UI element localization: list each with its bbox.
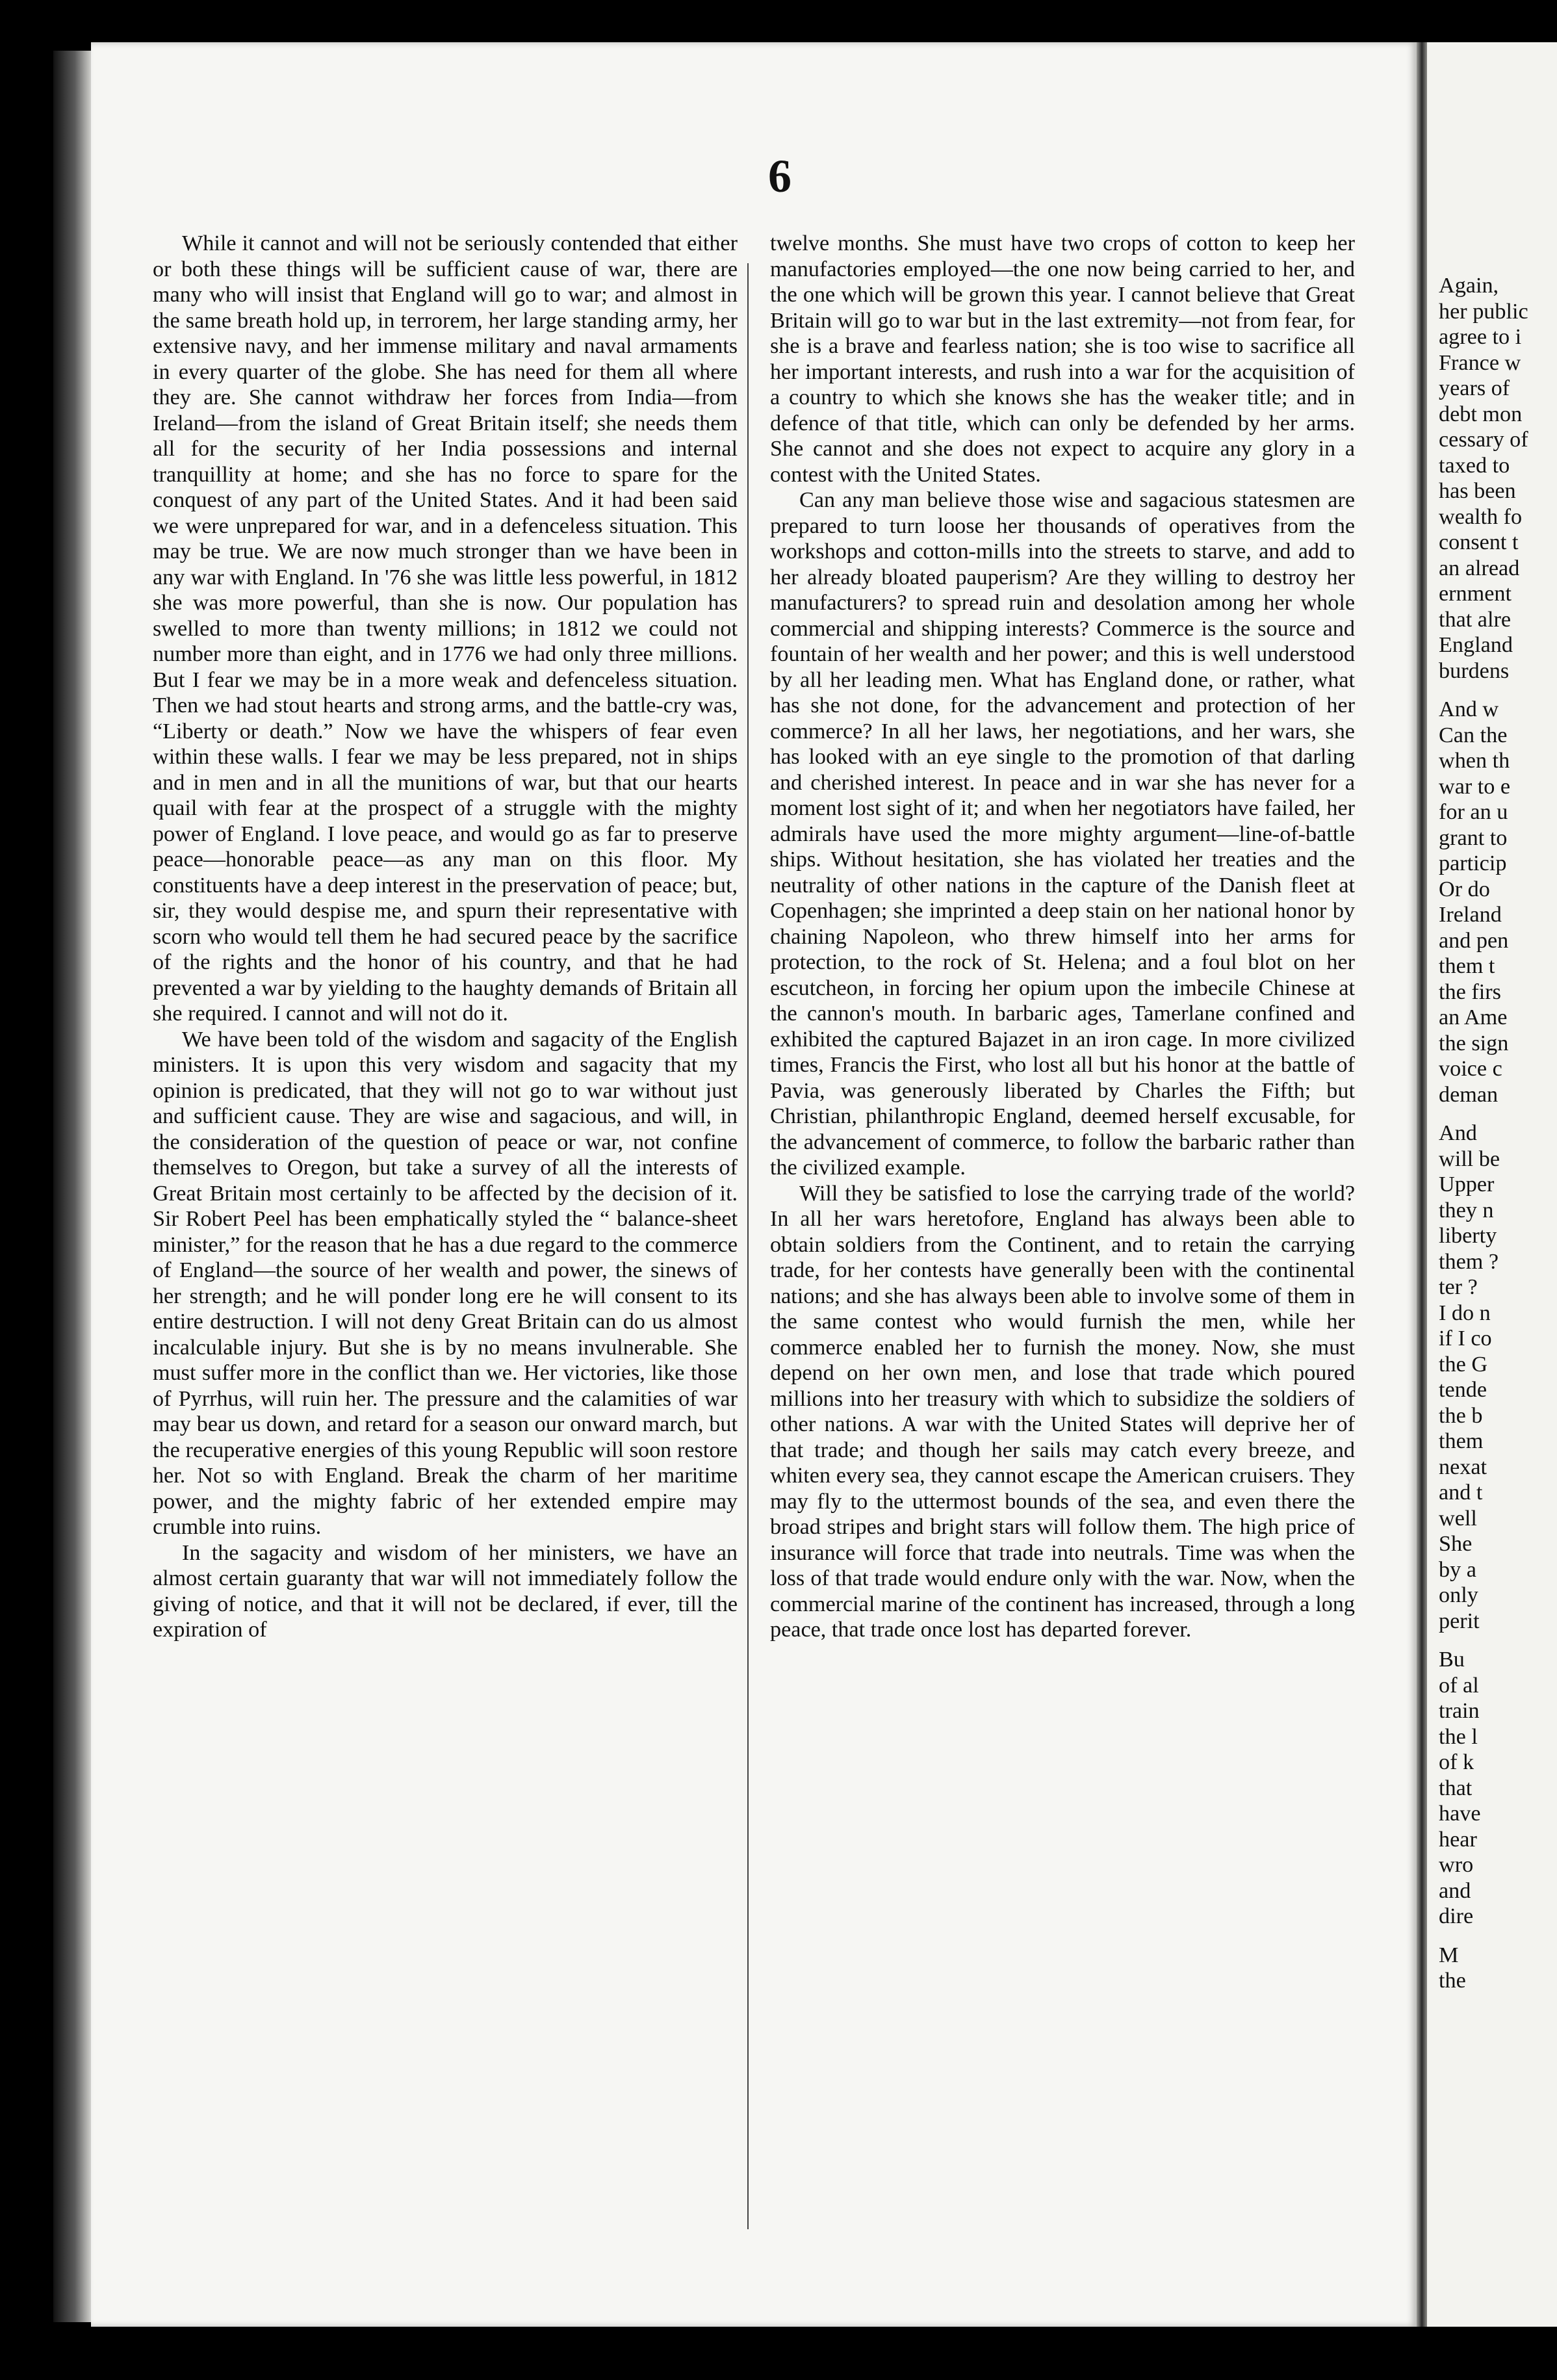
next-page-line-fragment: have: [1439, 1802, 1481, 1826]
next-page-line-fragment: She: [1439, 1532, 1473, 1556]
next-page-line-fragment: ernment: [1439, 582, 1512, 606]
next-page-line-fragment: will be: [1439, 1146, 1500, 1171]
paragraph-gap: [1439, 1930, 1528, 1943]
page-number: 6: [768, 150, 791, 202]
next-page-line-fragment: Ireland: [1439, 903, 1502, 927]
next-page-line-fragment: of k: [1439, 1750, 1474, 1774]
next-page-line-fragment: train: [1439, 1699, 1480, 1723]
next-page-line-fragment: liberty: [1439, 1224, 1497, 1248]
next-page-line-fragment: an alread: [1439, 556, 1520, 580]
paragraph: While it cannot and will not be seriously contended that either or both these things will be sufficient cause of war, there are many who will insist that England will go to war; and almost in the same breath hold up, in terrorem, her large standing army, her extensive navy, and her immense military and naval armaments in every quarter of the globe. She has need for them all where they are. She cannot withdraw her forces from India—from Ireland—from the island of Great Britain itself; she needs them all for the security of her India possessions and internal tranquillity at home; and she has no force to spare for the conquest of any part of the United States. And it had been said we were unprepared for war, and in a defenceless situation. This may be true. We are now much stronger than we have been in any war with England. In '76 she was little less powerful, in 1812 she was more powerful, than she is now. Our population has swelled to more than twenty millions; in 1812 we could not number more than eight, and in 1776 we had only three millions. But I fear we may be in a more weak and defenceless situation. Then we had stout hearts and strong arms, and the battle-cry was, “Liberty or death.” Now we have the whispers of fear even within these walls. I fear we may be less prepared, not in ships and in men and in all the munitions of war, but that our hearts quail with fear at the prospect of a struggle with the mighty power of England. I love peace, and would go as far to preserve peace—honorable peace—as any man on this floor. My constituents have a deep interest in the preservation of peace; but, sir, they would despise me, and spurn their representative with scorn who would tell them he had secured peace by the sacrifice of the rights and the honor of his country, and that he had prevented a war by yielding to the haughty demands of Britain all she required. I cannot and will not do it.: [153, 231, 738, 1026]
next-page-line-fragment: if I co: [1439, 1326, 1492, 1351]
paragraph-gap: [1439, 1634, 1528, 1647]
next-page-line-fragment: her public: [1439, 299, 1528, 324]
next-page-line-fragment: And w: [1439, 697, 1499, 721]
next-page-line-fragment: taxed to: [1439, 453, 1510, 478]
next-page-line-fragment: perit: [1439, 1609, 1480, 1633]
next-page-line-fragment: only: [1439, 1583, 1478, 1607]
next-page-line-fragment: Or do: [1439, 877, 1490, 901]
next-page-line-fragment: the l: [1439, 1724, 1478, 1749]
next-page-line-fragment: dire: [1439, 1904, 1474, 1928]
next-page-line-fragment: cessary of: [1439, 428, 1528, 452]
left-text-column: [153, 231, 738, 1643]
next-page-text-fragments: [1427, 273, 1528, 1994]
next-page-line-fragment: Can the: [1439, 723, 1508, 747]
paragraph: twelve months. She must have two crops of cotton to keep her manufactories employed—the one now being carried to her, and the one which will be grown this year. I cannot believe that Great Britain will go to war but in the last extremity—not from fear, for she is a brave and fearless nation; she is too wise to sacrifice all her important interests, and rush into a war for the acquisition of a country to which she knows she has the weaker title; and in defence of that title, which can only be defended by her arms. She cannot and she does not expect to acquire any glory in a contest with the United States.: [770, 231, 1355, 487]
next-page-line-fragment: England: [1439, 633, 1513, 657]
next-page-line-fragment: wealth fo: [1439, 504, 1523, 529]
next-page-line-fragment: grant to: [1439, 825, 1508, 850]
next-page-line-fragment: France w: [1439, 350, 1521, 375]
next-page-line-fragment: when th: [1439, 749, 1510, 773]
paragraph-gap: [1439, 1107, 1528, 1120]
column-divider-rule: [747, 263, 749, 2229]
next-page-line-fragment: the: [1439, 1969, 1466, 1993]
next-page-line-fragment: Upper: [1439, 1172, 1495, 1196]
next-page-line-fragment: ter ?: [1439, 1275, 1478, 1299]
next-page-line-fragment: burdens: [1439, 658, 1510, 683]
page-gutter-shadow: [1417, 42, 1427, 2327]
next-page-line-fragment: them ?: [1439, 1249, 1499, 1274]
left-page-edge-shadow: [53, 51, 92, 2322]
next-page-line-fragment: the G: [1439, 1352, 1488, 1377]
next-page-line-fragment: them: [1439, 1429, 1484, 1453]
next-page-line-fragment: nexat: [1439, 1455, 1487, 1479]
next-page-line-fragment: tende: [1439, 1378, 1487, 1402]
paragraph-gap: [1439, 684, 1528, 697]
paragraph: In the sagacity and wisdom of her ministers, we have an almost certain guaranty that war will not immediately follow the giving of notice, and that it will not be declared, if ever, till the expiration of: [153, 1540, 738, 1642]
next-page-line-fragment: M: [1439, 1943, 1459, 1967]
next-page-line-fragment: and pen: [1439, 928, 1509, 953]
right-text-column: [770, 231, 1355, 1643]
next-page-line-fragment: an Ame: [1439, 1005, 1508, 1029]
next-page-line-fragment: agree to i: [1439, 325, 1522, 349]
next-page-line-fragment: that alre: [1439, 607, 1512, 632]
next-page-line-fragment: consent t: [1439, 530, 1519, 554]
next-page-line-fragment: by a: [1439, 1557, 1476, 1582]
paragraph: Can any man believe those wise and sagacious statesmen are prepared to turn loose her thousands of operatives from the workshops and cotton-mills into the streets to starve, and add to her already bloated pauperism? Are they willing to destroy her manufacturers? to spread ruin and desolation among her whole commercial and shipping interests? Commerce is the source and fountain of her wealth and her power; and this is well understood by all her leading men. What has England done, or rather, what has she not done, for the advancement and protection of her commerce? In all her laws, her negotiations, and her wars, she has looked with an eye single to the promotion of that darling and cherished interest. In peace and in war she has never for a moment lost sight of it; and when her negotiators have failed, her admirals have used the more mighty argument—line-of-battle ships. Without hesitation, she has violated her treaties and the neutrality of other nations in the capture of the Danish fleet at Copenhagen; she imprinted a deep stain on her national honor by chaining Napoleon, who threw himself into her arms for protection, to the rock of St. Helena; and a foul blot on her escutcheon, in forcing her opium upon the imbecile Chinese at the cannon's mouth. In barbaric ages, Tamerlane confined and exhibited the captured Bajazet in an iron cage. In more civilized times, Francis the First, who lost all but his honor at the battle of Pavia, was generously liberated by Charles the Fifth; but Christian, philanthropic England, deemed herself excusable, for the advancement of commerce, to follow the barbaric rather than the civilized example.: [770, 488, 1355, 1180]
next-page-line-fragment: deman: [1439, 1082, 1499, 1107]
next-page-line-fragment: they n: [1439, 1198, 1494, 1222]
next-page-line-fragment: Bu: [1439, 1648, 1465, 1672]
next-page-line-fragment: and t: [1439, 1481, 1483, 1505]
next-page-line-fragment: I do n: [1439, 1300, 1491, 1325]
next-page-line-fragment: the b: [1439, 1403, 1483, 1428]
next-page-line-fragment: for an u: [1439, 800, 1508, 824]
next-page-line-fragment: the firs: [1439, 979, 1501, 1004]
next-page-line-fragment: voice c: [1439, 1057, 1502, 1081]
next-page-line-fragment: the sign: [1439, 1031, 1509, 1055]
next-page-line-fragment: wro: [1439, 1853, 1474, 1877]
next-page-line-fragment: and: [1439, 1878, 1471, 1903]
next-page-line-fragment: them t: [1439, 954, 1495, 978]
next-page-line-fragment: Again,: [1439, 274, 1499, 298]
next-page-partial: [1427, 42, 1557, 2327]
paragraph: We have been told of the wisdom and sagacity of the English ministers. It is upon this very wisdom and sagacity that my opinion is predicated, that they will not go to war without just and sufficient cause. They are wise and sagacious, and will, in the consideration of the question of peace or war, not confine themselves to Oregon, but take a survey of all the interests of Great Britain most certainly to be affected by the decision of it. Sir Robert Peel has been emphatically styled the “ balance-sheet minister,” for the reason that he has a due regard to the commerce of England—the source of her wealth and power, the sinews of her strength; and he will ponder long ere he will consent to its entire destruction. I will not deny Great Britain can do us almost incalculable injury. But she is by no means invulnerable. She must suffer more in the conflict than we. Her victories, like those of Pyrrhus, will ruin her. The pressure and the calamities of war may bear us down, and retard for a season our onward march, but the recuperative energies of this young Republic will soon restore her. Not so with England. Break the charm of her maritime power, and the mighty fabric of her extended empire may crumble into ruins.: [153, 1027, 738, 1539]
next-page-line-fragment: that: [1439, 1776, 1473, 1800]
next-page-line-fragment: debt mon: [1439, 402, 1523, 426]
next-page-line-fragment: well: [1439, 1506, 1477, 1531]
paragraph: Will they be satisfied to lose the carrying trade of the world? In all her wars heretofore, England has always been able to obtain soldiers from the Continent, and to retain the carrying trade, for her contests have generally been with the continental nations; and she has always been able to involve some of them in the same contest who would furnish the men, while her commerce enabled her to furnish the money. Now, she must depend on her own men, and lose that trade which poured millions into her treasury with which to subsidize the soldiers of other nations. A war with the United States will deprive her of that trade; and though her sails may catch every breeze, and whiten every sea, they cannot escape the American cruisers. They may fly to the uttermost bounds of the sea, and even there the broad stripes and bright stars will follow them. The high price of insurance will force that trade into neutrals. Time was when the loss of that trade would endure only with the war. Now, when the commercial marine of the continent has increased, through a long peace, that trade once lost has departed forever.: [770, 1181, 1355, 1642]
next-page-line-fragment: hear: [1439, 1827, 1477, 1852]
next-page-line-fragment: war to e: [1439, 774, 1511, 799]
next-page-line-fragment: particip: [1439, 851, 1507, 875]
next-page-line-fragment: of al: [1439, 1673, 1479, 1698]
next-page-line-fragment: has been: [1439, 479, 1516, 503]
next-page-line-fragment: years of: [1439, 376, 1510, 400]
next-page-line-fragment: And: [1439, 1121, 1477, 1145]
